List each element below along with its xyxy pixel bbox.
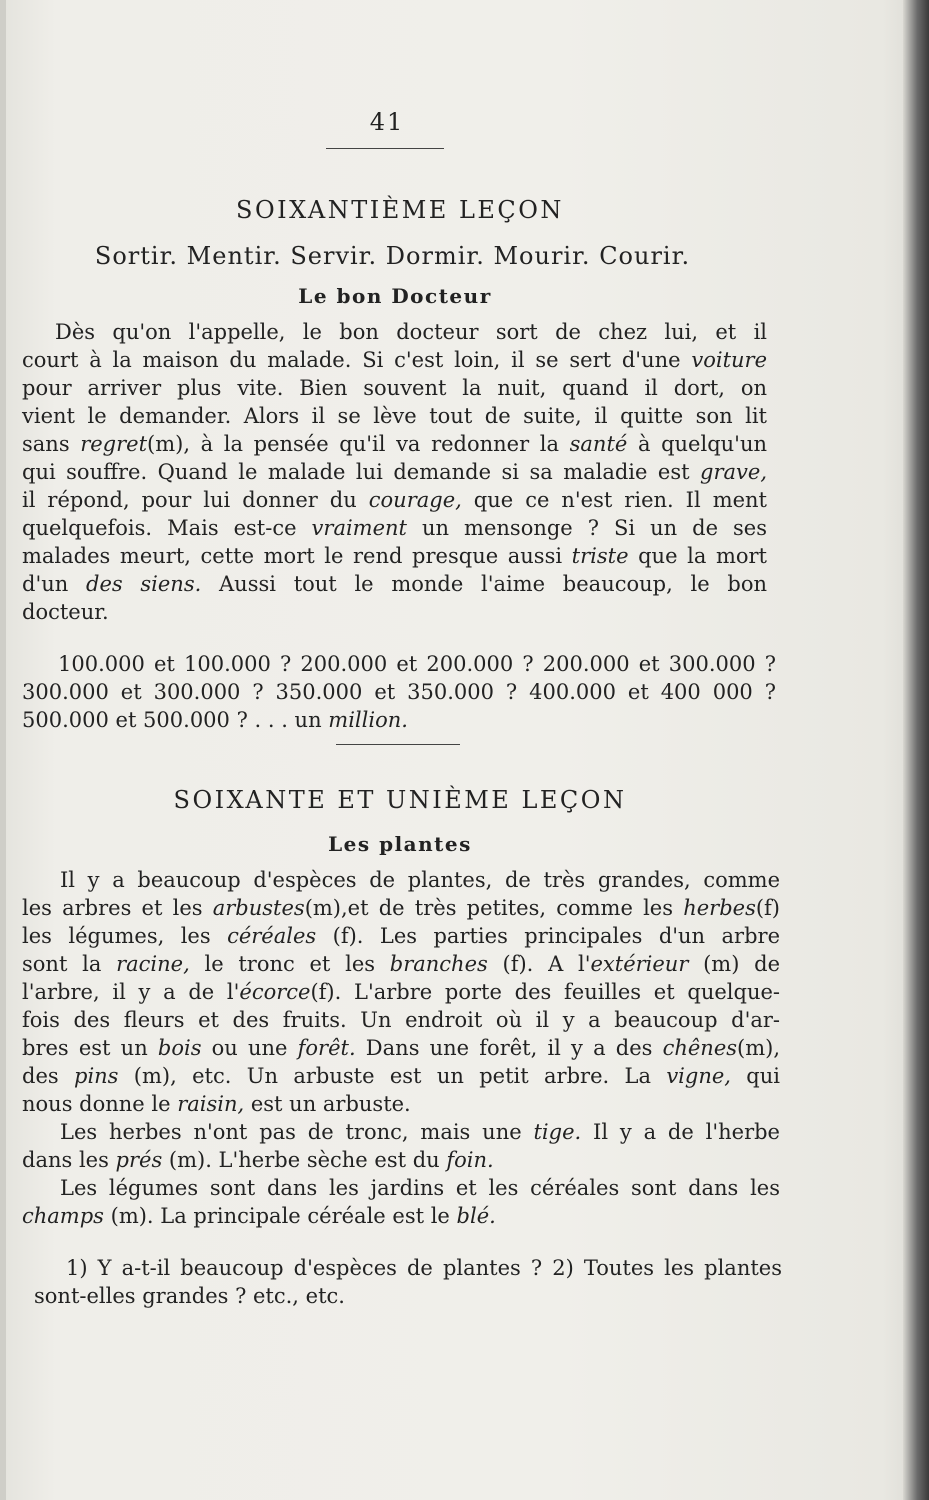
text-line: l'arbre, il y a de l'écorce(f). L'arbre porte des feuilles et quelque- bbox=[22, 980, 780, 1004]
numbers-line: 500.000 et 500.000 ? . . . un million. bbox=[22, 708, 408, 732]
page-number-rule bbox=[326, 148, 444, 149]
text-line: qui souffre. Quand le malade lui demande si sa maladie est grave, bbox=[22, 460, 767, 484]
numbers-line: 100.000 et 100.000 ? 200.000 et 200.000 ? 200.000 et 300.000 ? bbox=[58, 652, 776, 676]
text-line: Les légumes sont dans les jardins et les céréales sont dans les bbox=[60, 1176, 780, 1200]
text-line: des pins (m), etc. Un arbuste est un petit arbre. La vigne, qui bbox=[22, 1064, 780, 1088]
text-line: vient le demander. Alors il se lève tout de suite, il quitte son lit bbox=[22, 404, 767, 428]
text-line: champs (m). La principale céréale est le blé. bbox=[22, 1204, 496, 1228]
lesson-60-title: SOIXANTIÈME LEÇON bbox=[236, 196, 564, 224]
question-line: sont-elles grandes ? etc., etc. bbox=[34, 1284, 345, 1308]
text-line: les légumes, les céréales (f). Les parties principales d'un arbre bbox=[22, 924, 780, 948]
text-line: les arbres et les arbustes(m),et de très petites, comme les herbes(f) bbox=[22, 896, 781, 920]
section-rule bbox=[336, 744, 460, 745]
page-left-edge bbox=[0, 0, 6, 1500]
text-line: malades meurt, cette mort le rend presque aussi triste que la mort bbox=[22, 544, 767, 568]
text-line: pour arriver plus vite. Bien souvent la nuit, quand il dort, on bbox=[22, 376, 767, 400]
text-line: il répond, pour lui donner du courage, que ce n'est rien. Il ment bbox=[22, 488, 767, 512]
numbers-line: 300.000 et 300.000 ? 350.000 et 350.000 ? 400.000 et 400 000 ? bbox=[22, 680, 776, 704]
text-line: dans les prés (m). L'herbe sèche est du foin. bbox=[22, 1148, 494, 1172]
text-line: quelquefois. Mais est-ce vraiment un mensonge ? Si un de ses bbox=[22, 516, 767, 540]
page-number: 41 bbox=[369, 108, 405, 136]
lesson-61-title: SOIXANTE ET UNIÈME LEÇON bbox=[173, 786, 627, 814]
text-line: Dès qu'on l'appelle, le bon docteur sort de chez lui, et il bbox=[55, 320, 767, 344]
question-line: 1) Y a-t-il beaucoup d'espèces de plantes ? 2) Toutes les plantes bbox=[66, 1256, 782, 1280]
lesson-60-verbs: Sortir. Mentir. Servir. Dormir. Mourir. Courir. bbox=[94, 242, 691, 270]
page-right-edge bbox=[903, 0, 929, 1500]
lesson-60-reading-title: Le bon Docteur bbox=[298, 284, 492, 308]
text-line: Il y a beaucoup d'espèces de plantes, de très grandes, comme bbox=[60, 868, 780, 892]
text-line: sans regret(m), à la pensée qu'il va redonner la santé à quelqu'un bbox=[22, 432, 767, 456]
lesson-61-reading-title: Les plantes bbox=[328, 832, 472, 856]
text-line: docteur. bbox=[22, 600, 109, 624]
text-line: fois des fleurs et des fruits. Un endroit où il y a beaucoup d'ar- bbox=[22, 1008, 780, 1032]
text-line: sont la racine, le tronc et les branches (f). A l'extérieur (m) de bbox=[22, 952, 781, 976]
text-line: court à la maison du malade. Si c'est loin, il se sert d'une voiture bbox=[22, 348, 767, 372]
text-line: d'un des siens. Aussi tout le monde l'aime beaucoup, le bon bbox=[22, 572, 767, 596]
text-line: Les herbes n'ont pas de tronc, mais une tige. Il y a de l'herbe bbox=[60, 1120, 780, 1144]
text-line: bres est un bois ou une forêt. Dans une forêt, il y a des chênes(m), bbox=[22, 1036, 781, 1060]
text-line: nous donne le raisin, est un arbuste. bbox=[22, 1092, 411, 1116]
